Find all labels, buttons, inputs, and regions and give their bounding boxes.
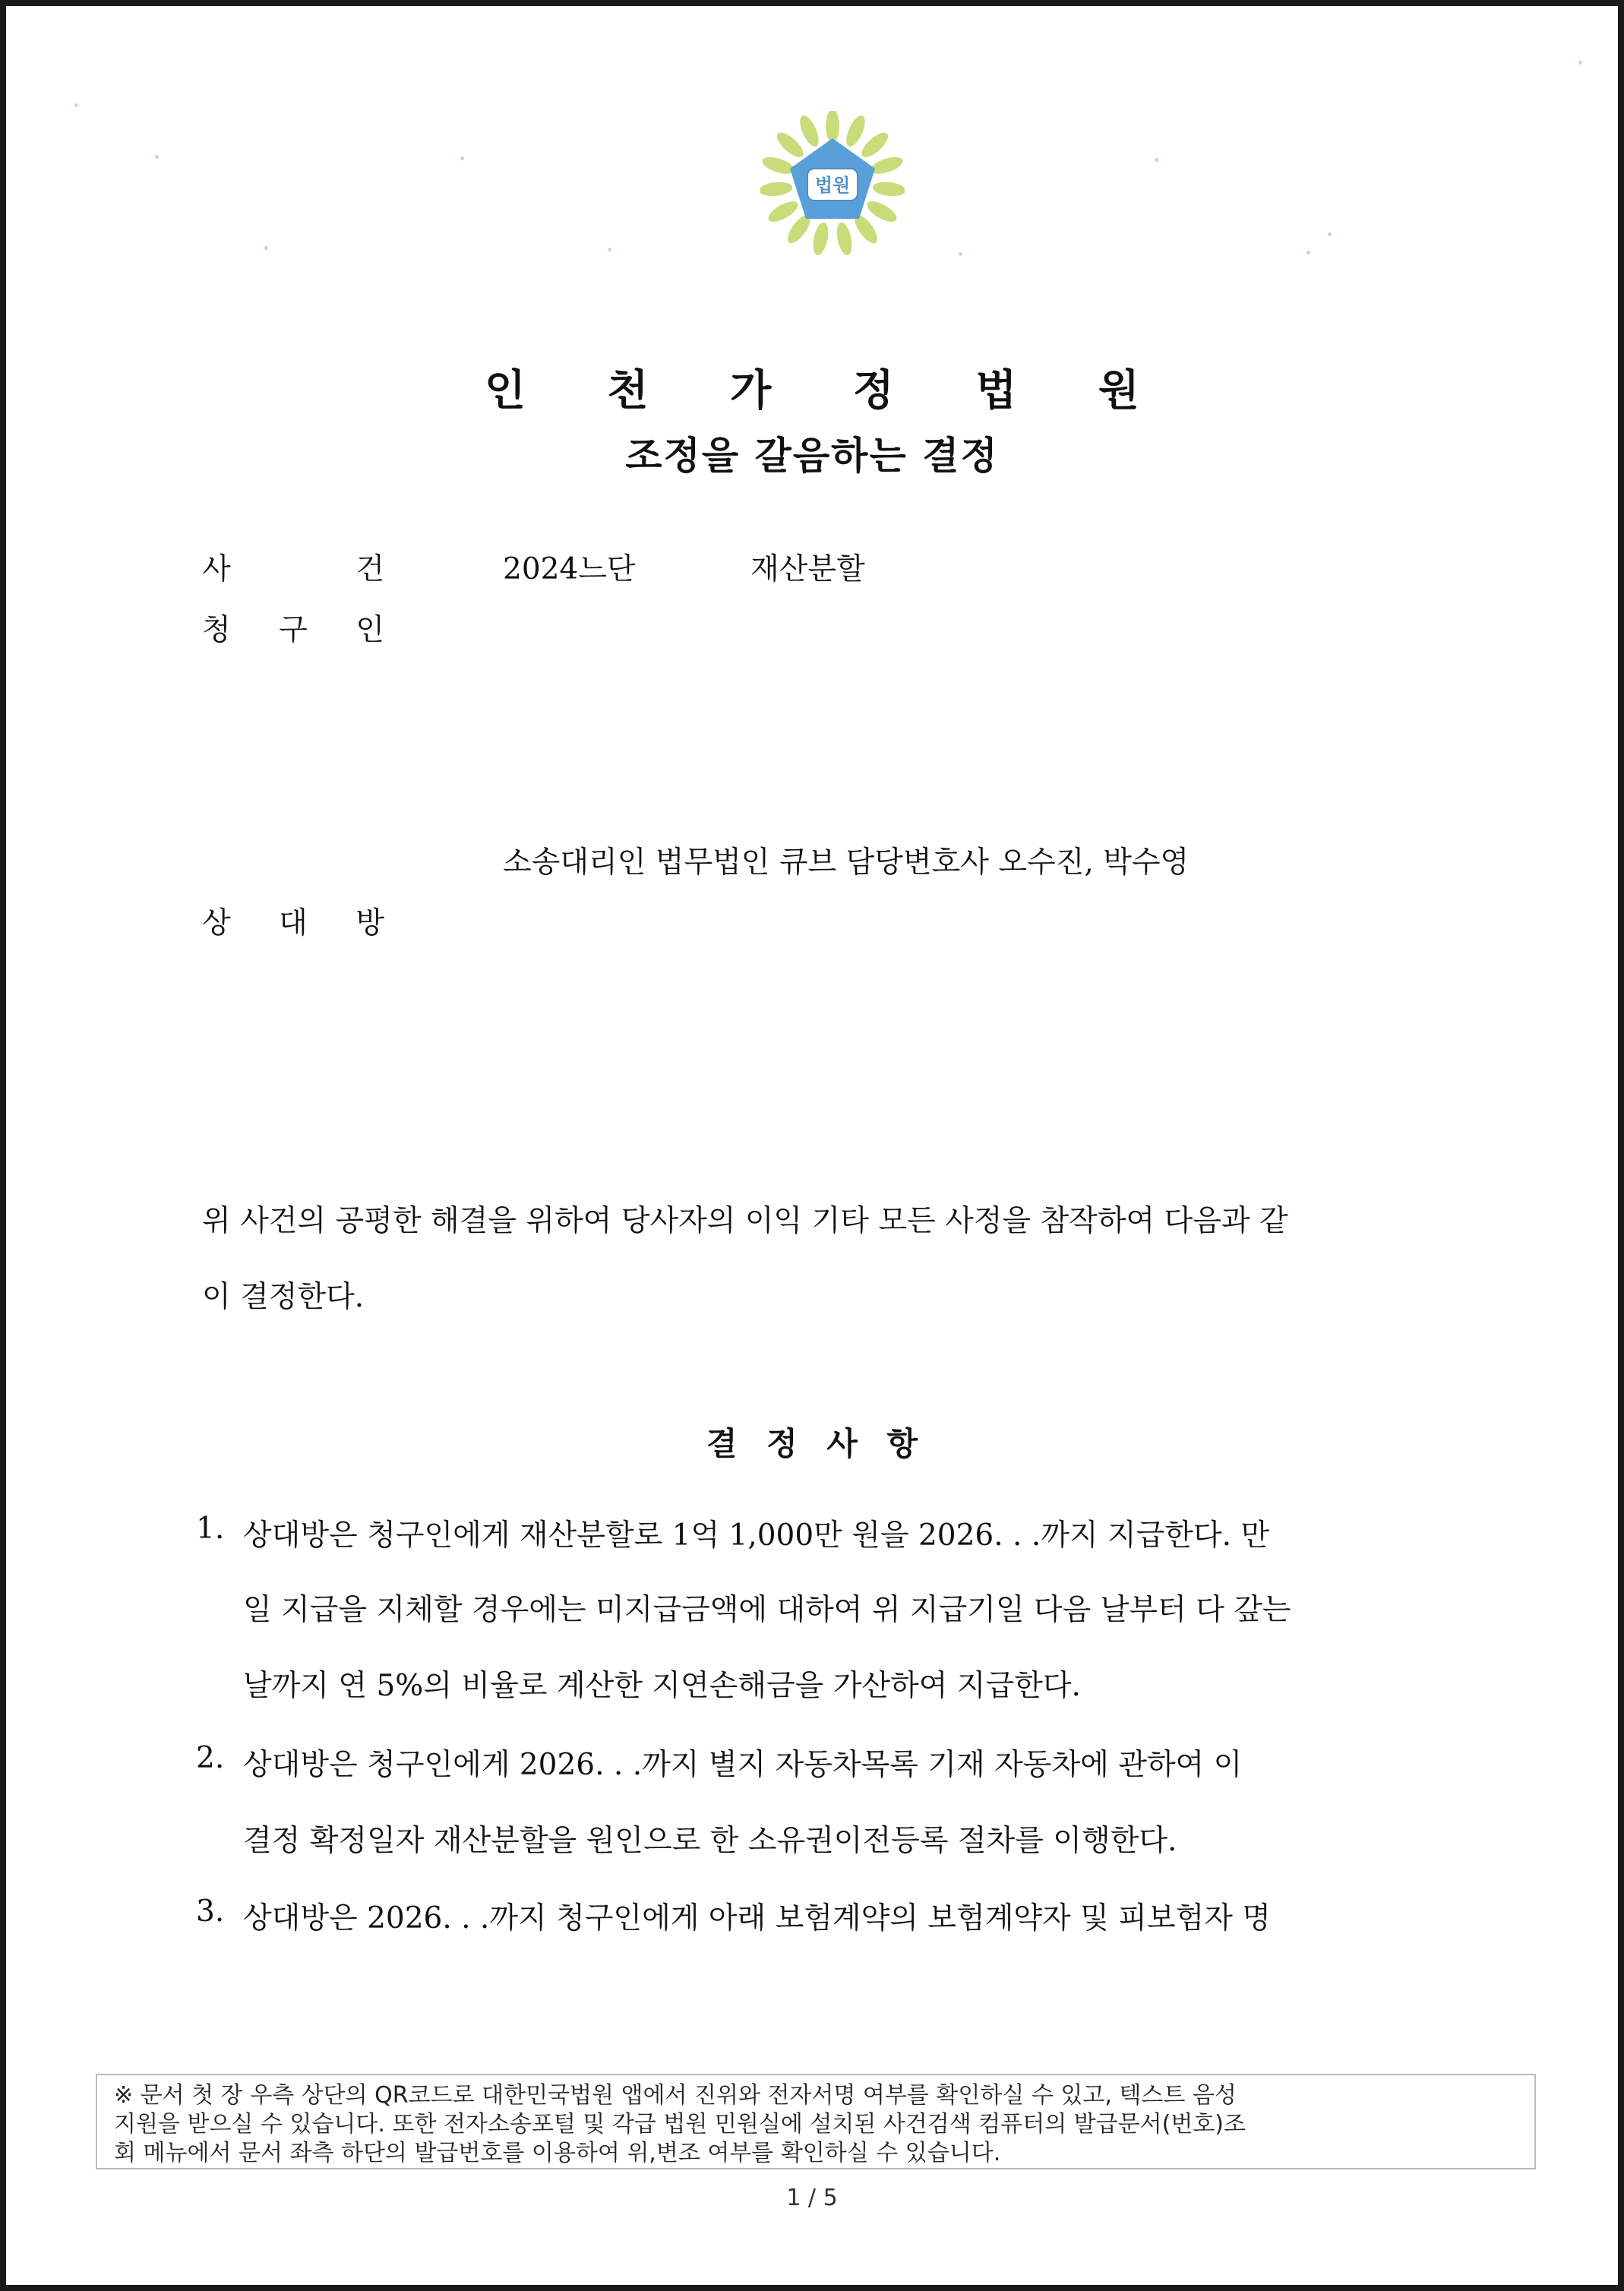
item-number: 3. [196, 1894, 225, 1929]
document-title: 조정을 갈음하는 결정 [625, 434, 999, 478]
claimant-label: 청 구 인 [202, 613, 384, 647]
scan-noise [959, 252, 962, 256]
case-number: 2024느단 [503, 552, 636, 586]
scan-noise [460, 156, 464, 160]
item-3-line-1: 상대방은 2026. . .까지 청구인에게 아래 보험계약의 보험계약자 및 피보험자 명 [243, 1901, 1271, 1936]
item-2-line-1: 상대방은 청구인에게 2026. . .까지 별지 자동차목록 기재 자동차에 관하여 이 [243, 1748, 1243, 1782]
page-number: 1 / 5 [786, 2185, 838, 2211]
section-heading: 결 정 사 항 [706, 1425, 927, 1462]
notice-line: 회 메뉴에서 문서 좌측 하단의 발급번호를 이용하여 위,변조 여부를 확인하실 수 있습니다. [114, 2140, 1001, 2166]
notice-line: ※ 문서 첫 장 우측 상단의 QR코드로 대한민국법원 앱에서 진위와 전자서명 여부를 확인하실 수 있고, 텍스트 음성 [114, 2082, 1237, 2109]
scan-noise [1306, 251, 1310, 254]
court-emblem [760, 111, 905, 255]
intro-line-2: 이 결정한다. [202, 1280, 365, 1314]
item-1-line-2: 일 지급을 지체할 경우에는 미지급금액에 대하여 위 지급기일 다음 날부터 다 갚는 [243, 1593, 1291, 1627]
respondent-label: 상 대 방 [202, 906, 384, 940]
verification-notice [96, 2074, 1536, 2169]
item-number: 2. [196, 1741, 225, 1775]
scan-noise [264, 246, 268, 250]
case-label: 사 건 [202, 552, 384, 586]
scan-noise [1578, 61, 1582, 65]
scan-noise [74, 103, 78, 107]
item-1-line-3: 날까지 연 5%의 비율로 계산한 지연손해금을 가산하여 지급한다. [243, 1669, 1081, 1703]
notice-line: 지원을 받으실 수 있습니다. 또한 전자소송포털 및 각급 법원 민원실에 설치된 사건검색 컴퓨터의 발급문서(번호)조 [114, 2111, 1246, 2138]
scan-noise [608, 248, 611, 251]
court-name: 인 천 가 정 법 원 [484, 366, 1174, 416]
scan-noise [1155, 158, 1158, 162]
claimant-attorney: 소송대리인 법무법인 큐브 담당변호사 오수진, 박수영 [503, 845, 1190, 880]
scan-noise [155, 155, 159, 159]
item-1-line-1: 상대방은 청구인에게 재산분할로 1억 1,000만 원을 2026. . .까지 지급한다. 만 [243, 1518, 1270, 1553]
case-name: 재산분할 [750, 552, 865, 586]
scan-noise [1328, 232, 1332, 236]
intro-line-1: 위 사건의 공평한 해결을 위하여 당사자의 이익 기타 모든 사정을 참작하여 다음과 같 [202, 1204, 1288, 1238]
item-number: 1. [196, 1512, 225, 1546]
item-2-line-2: 결정 확정일자 재산분할을 원인으로 한 소유권이전등록 절차를 이행한다. [243, 1824, 1177, 1858]
emblem-text: 법원 [814, 175, 851, 196]
document-page [6, 6, 1618, 2285]
